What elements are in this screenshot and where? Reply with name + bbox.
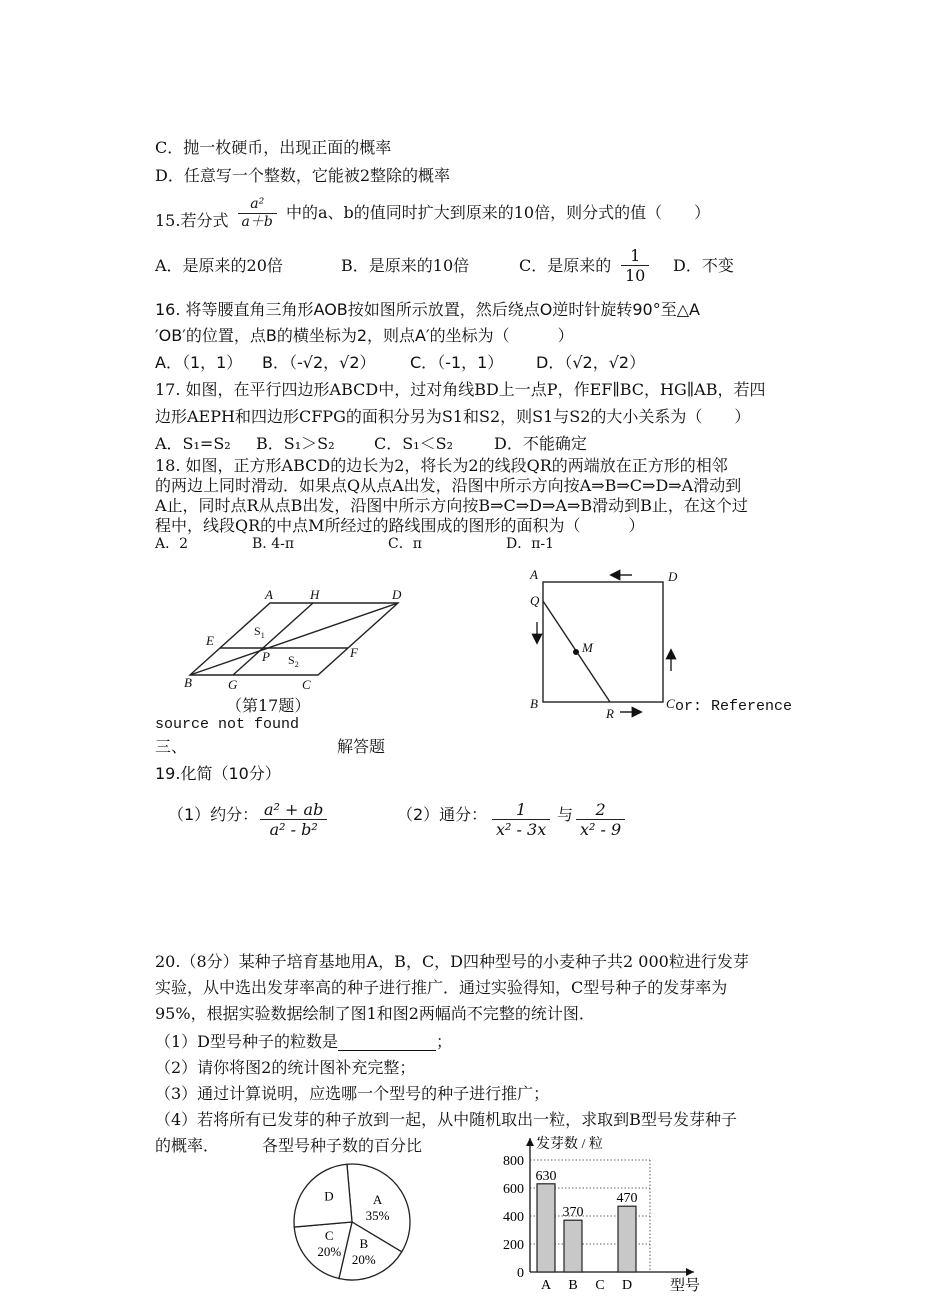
fig18-label-b: B (530, 696, 538, 711)
bar-category-c: C (595, 1278, 605, 1293)
bar-tick-label: 200 (503, 1238, 524, 1253)
q14-option-d: D．任意写一个整数，它能被2整除的概率 (155, 166, 451, 185)
fig17-caption: （第17题） (226, 696, 311, 715)
q20-sub4b: 的概率． (155, 1136, 220, 1155)
q16-line1: 16. 将等腰直角三角形AOB按如图所示放置，然后绕点O逆时针旋转90°至△A (155, 300, 700, 319)
fig18-square-outline (543, 582, 663, 702)
q16-option-a: A．（1，1） (155, 353, 243, 372)
q17-line2: 边形AEPH和四边形CFPG的面积分另为S1和S2，则S1与S2的大小关系为（ ） (155, 407, 751, 426)
q18-option-a: A．2 (155, 536, 189, 552)
q17-line1: 17. 如图，在平行四边形ABCD中，过对角线BD上一点P，作EF∥BC，HG∥AB，若四 (155, 380, 766, 399)
bar-y-axis-label: 发芽数 / 粒 (536, 1137, 603, 1152)
q15-optc-num: 1 (630, 246, 641, 265)
pie-label-c: C (324, 1227, 334, 1243)
fig18-label-r: R (606, 706, 614, 721)
pie-label-b: B (359, 1235, 369, 1251)
fig17-line-hg (233, 603, 313, 675)
bar-chart (490, 1130, 710, 1316)
q15-stem (155, 196, 710, 231)
fig17-label-a: A (265, 587, 273, 602)
fig18-label-a: A (530, 567, 538, 582)
q19-part2-fraction1 (492, 800, 550, 839)
bar-b (564, 1220, 582, 1272)
fig17-label-c: C (302, 677, 311, 692)
q17-option-c: C．S₁＜S₂ (374, 434, 453, 453)
q20-sub1-text: （1）D型号种子的粒数是 (155, 1032, 339, 1051)
q20-sub1-end: ； (436, 1032, 453, 1051)
q20-sub2: （2）请你将图2的统计图补充完整； (155, 1058, 416, 1077)
q20-sub3: （3）通过计算说明，应选哪一个型号的种子进行推广； (155, 1084, 550, 1103)
q16-option-d: D．（√2，√2） (536, 353, 646, 372)
fig18-label-m: M (582, 640, 593, 655)
q19-part2-label: （2）通分： (397, 805, 488, 824)
q15-fraction (238, 196, 277, 231)
pie-value-b: 20% (351, 1251, 376, 1267)
q15-optc-den: 10 (621, 265, 649, 285)
fig17-label-h: H (310, 587, 320, 602)
q19-and: 与 (557, 805, 574, 824)
fig18-square (520, 565, 700, 725)
bar-category-d: D (621, 1278, 633, 1293)
q16-line2: ′OB′的位置，点B的横坐标为2，则点A′的坐标为（ ） (155, 326, 574, 345)
q15-prefix: 15.若分式 (155, 210, 229, 230)
q20-sub4a: （4）若将所有已发芽的种子放到一起，从中随机取出一粒，求取到B型号发芽种子 (155, 1110, 737, 1129)
pie-value-a: 35% (365, 1208, 390, 1224)
q19-part2-fraction2 (576, 800, 625, 839)
pie-label-d: D (324, 1188, 334, 1204)
section-title: 解答题 (337, 737, 386, 756)
q18-option-d: D．π-1 (506, 536, 555, 552)
bar-value-a: 630 (535, 1168, 557, 1184)
pie-label-a: A (372, 1192, 383, 1208)
q19-part2-f1-den: x² - 3x (492, 819, 550, 839)
bar-d (618, 1206, 636, 1272)
q19-part2-f1-num: 1 (516, 800, 527, 819)
pie-value-c: 20% (317, 1243, 342, 1259)
q15-frac-num: a² (250, 196, 265, 212)
bar-value-d: 470 (616, 1191, 638, 1207)
fig17-label-s2: $S_2$ (288, 653, 299, 669)
q18-option-c: C．π (388, 536, 422, 552)
bar-category-b: B (568, 1278, 578, 1293)
q16-option-c: C．（-1，1） (410, 353, 504, 372)
fig17-label-e: E (206, 633, 214, 648)
fig17-parallelogram (170, 585, 430, 695)
bar-y-axis-arrow (526, 1138, 534, 1146)
q18-line4: 程中，线段QR的中点M所经过的路线围成的图形的面积为（ ） (155, 516, 645, 535)
pie-slice-d (294, 1164, 352, 1227)
q17-option-a: A．S₁=S₂ (155, 434, 231, 453)
fig17-label-f: F (350, 645, 358, 660)
q15-option-c-fraction (621, 246, 649, 285)
section-number: 三、 (155, 737, 188, 756)
fig18-label-d: D (668, 569, 678, 584)
pie-chart (290, 1158, 420, 1288)
q19-part1-label: （1）约分： (168, 805, 259, 824)
fig17-label-g: G (228, 677, 238, 692)
q18-line1: 18. 如图，正方形ABCD的边长为2，将长为2的线段QR的两端放在正方形的相邻 (155, 456, 728, 475)
fig17-label-d: D (392, 587, 402, 602)
q20-sub1-blank (338, 1036, 436, 1051)
bar-tick-label: 800 (503, 1154, 524, 1169)
q19-part2-f2-den: x² - 9 (576, 819, 625, 839)
q19-title: 19.化简（10分） (155, 764, 281, 783)
fig18-error-text: or: Reference (675, 698, 793, 715)
q20-sub1 (155, 1032, 452, 1051)
q17-option-b: B．S₁＞S₂ (256, 434, 335, 453)
fig18-label-c: C (666, 696, 675, 711)
bar-value-b: 370 (562, 1205, 584, 1221)
q15-option-b: B．是原来的10倍 (341, 256, 470, 275)
fig18-label-q: Q (530, 593, 540, 608)
fig18-midpoint-m (573, 649, 579, 655)
q19-part1-num: a² + ab (264, 800, 324, 819)
q18-line2: 的两边上同时滑动．如果点Q从点A出发，沿图中所示方向按A⇒B⇒C⇒D⇒A滑动到 (155, 476, 742, 495)
q17-option-d: D．不能确定 (494, 434, 587, 453)
q19-part1-fraction (260, 800, 327, 839)
q15-option-a: A．是原来的20倍 (155, 256, 283, 275)
q14-option-c: C．抛一枚硬币，出现正面的概率 (155, 138, 392, 157)
bar-tick-label: 600 (503, 1182, 524, 1197)
q15-suffix: 中的a、b的值同时扩大到原来的10倍，则分式的值（ ） (285, 202, 711, 222)
q19-part2-f2-num: 2 (595, 800, 606, 819)
q16-option-b: B．（-√2，√2） (262, 353, 376, 372)
q15-option-d: D．不变 (673, 256, 734, 275)
bar-category-a: A (540, 1278, 552, 1293)
fig17-label-b: B (184, 675, 192, 690)
q19-part1-den: a² - b² (260, 819, 327, 839)
q20-line2: 实验，从中选出发芽率高的种子进行推广．通过实验得知，C型号种子的发芽率为 (155, 978, 728, 997)
q15-option-c: C．是原来的 (519, 256, 612, 275)
fig17-label-s1: $S_1$ (254, 624, 265, 640)
pie-title: 各型号种子数的百分比 (262, 1136, 423, 1155)
q20-line3: 95%，根据实验数据绘制了图1和图2两幅尚不完整的统计图． (155, 1004, 595, 1023)
fig17-label-p: P (262, 649, 270, 664)
q15-frac-den: a＋b (238, 213, 277, 231)
bar-x-axis-label: 型号 (670, 1278, 701, 1294)
bar-tick-label: 0 (517, 1266, 524, 1281)
q18-line3: A止，同时点R从点B出发，沿图中所示方向按B⇒C⇒D⇒A⇒B滑动到B止，在这个过 (155, 496, 748, 515)
bar-a (537, 1184, 555, 1272)
q18-option-b: B. 4-π (252, 536, 295, 552)
q20-line1: 20.（8分）某种子培育基地用A，B，C，D四种型号的小麦种子共2 000粒进行发芽 (155, 952, 749, 971)
bar-tick-label: 400 (503, 1210, 524, 1225)
bar-x-axis-arrow (686, 1268, 694, 1276)
fig18-error-text-cont: source not found (155, 716, 300, 733)
